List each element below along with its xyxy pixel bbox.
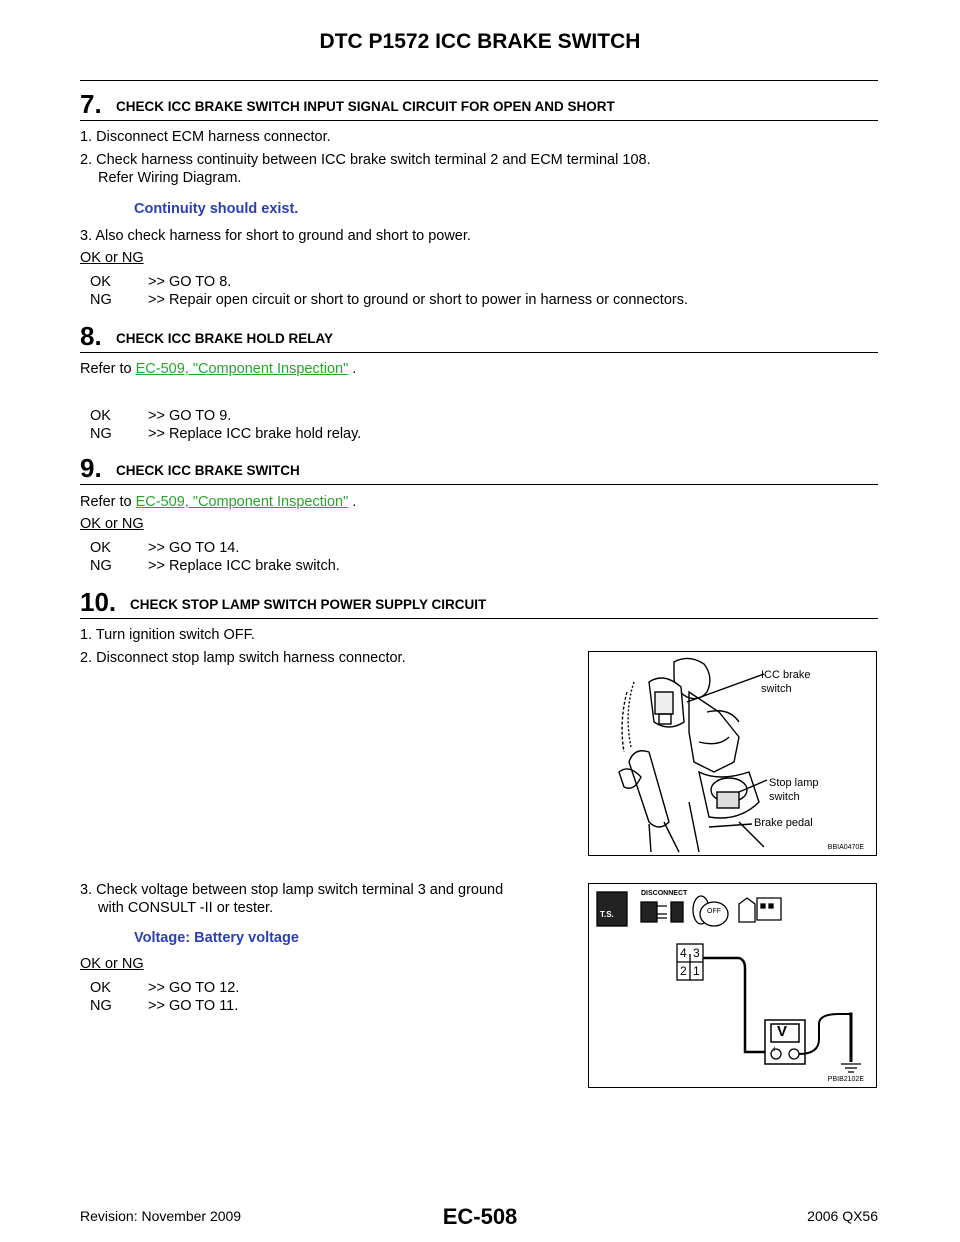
- figure-code: BBIA0470E: [827, 844, 864, 851]
- plus-icon: +: [772, 1044, 778, 1054]
- step-number: 8.: [80, 321, 102, 351]
- step-8-refer: Refer to EC-509, "Component Inspection" .: [80, 361, 357, 377]
- step-number: 10.: [80, 587, 117, 617]
- step-10-okng: OK or NG: [80, 956, 144, 972]
- step-10-item-2: 2. Disconnect stop lamp switch harness connector.: [80, 650, 406, 666]
- disconnect-label: DISCONNECT: [641, 890, 688, 897]
- terminal-2: 2: [680, 964, 687, 978]
- step-10-result-ok: OK >> GO TO 12.: [90, 980, 240, 996]
- footer-revision: Revision: November 2009: [80, 1208, 242, 1224]
- stop-lamp-switch-label: Stop lamp switch: [769, 777, 819, 803]
- brake-assembly-drawing: [589, 652, 876, 855]
- step-9-refer: Refer to EC-509, "Component Inspection" .: [80, 494, 357, 510]
- terminal-3: 3: [693, 946, 700, 960]
- off-label: OFF: [707, 908, 721, 915]
- step-7-result-ok: OK >> GO TO 8.: [90, 274, 232, 290]
- step-8-result-ok: OK >> GO TO 9.: [90, 408, 232, 424]
- header-rule: [80, 80, 878, 81]
- step-7-spec: Continuity should exist.: [134, 201, 299, 217]
- terminal-1: 1: [693, 964, 700, 978]
- step-7-item-2b: Refer Wiring Diagram.: [98, 170, 242, 186]
- ts-icon-label: T.S.: [600, 910, 614, 919]
- step-7-heading: [80, 88, 878, 121]
- minus-icon: −: [791, 1044, 797, 1054]
- step-9-result-ok: OK >> GO TO 14.: [90, 540, 240, 556]
- step-7-item-3: 3. Also check harness for short to ground and short to power.: [80, 228, 471, 244]
- step-title: CHECK ICC BRAKE HOLD RELAY: [116, 331, 334, 346]
- step-10-item-1: 1. Turn ignition switch OFF.: [80, 627, 255, 643]
- step-8-result-ng: NG >> Replace ICC brake hold relay.: [90, 426, 362, 442]
- step-10-result-ng: NG >> GO TO 11.: [90, 998, 239, 1014]
- figure-code: PBIB2102E: [827, 1076, 864, 1083]
- step-number: 9.: [80, 453, 102, 483]
- brake-pedal-label: Brake pedal: [754, 817, 813, 829]
- step-7-result-ng: NG >> Repair open circuit or short to ground or short to power in harness or connectors.: [90, 292, 689, 308]
- circuit-drawing: [589, 884, 876, 1087]
- footer-page-number: EC-508: [442, 1204, 518, 1229]
- footer-model: 2006 QX56: [807, 1208, 878, 1224]
- step-number: 7.: [80, 89, 102, 119]
- step-7-okng: OK or NG: [80, 250, 144, 266]
- step-title: CHECK ICC BRAKE SWITCH: [116, 463, 300, 478]
- step-7-item-1: 1. Disconnect ECM harness connector.: [80, 129, 331, 145]
- step-10-heading: [80, 586, 878, 619]
- step-9-heading: [80, 452, 878, 485]
- step-7-item-2: 2. Check harness continuity between ICC brake switch terminal 2 and ECM terminal 108.: [80, 152, 651, 168]
- step-9-okng: OK or NG: [80, 516, 144, 532]
- step-9-result-ng: NG >> Replace ICC brake switch.: [90, 558, 340, 574]
- step-10-item-3b: with CONSULT -II or tester.: [98, 900, 274, 916]
- step-10-spec: Voltage: Battery voltage: [134, 930, 299, 946]
- icc-brake-switch-label: ICC brake switch: [761, 669, 811, 695]
- step-title: CHECK ICC BRAKE SWITCH INPUT SIGNAL CIRCUIT FOR OPEN AND SHORT: [116, 99, 615, 114]
- step-title: CHECK STOP LAMP SWITCH POWER SUPPLY CIRCUIT: [130, 597, 487, 612]
- step-8-heading: [80, 320, 878, 353]
- component-inspection-link[interactable]: EC-509, "Component Inspection": [135, 361, 349, 377]
- voltmeter-label: V: [777, 1023, 788, 1040]
- component-inspection-link[interactable]: EC-509, "Component Inspection": [135, 494, 349, 510]
- brake-switch-illustration: [588, 651, 877, 856]
- page-title: DTC P1572 ICC BRAKE SWITCH: [319, 30, 641, 53]
- terminal-4: 4: [680, 946, 687, 960]
- step-10-item-3: 3. Check voltage between stop lamp switch terminal 3 and ground: [80, 882, 504, 898]
- voltage-check-diagram: [588, 883, 877, 1088]
